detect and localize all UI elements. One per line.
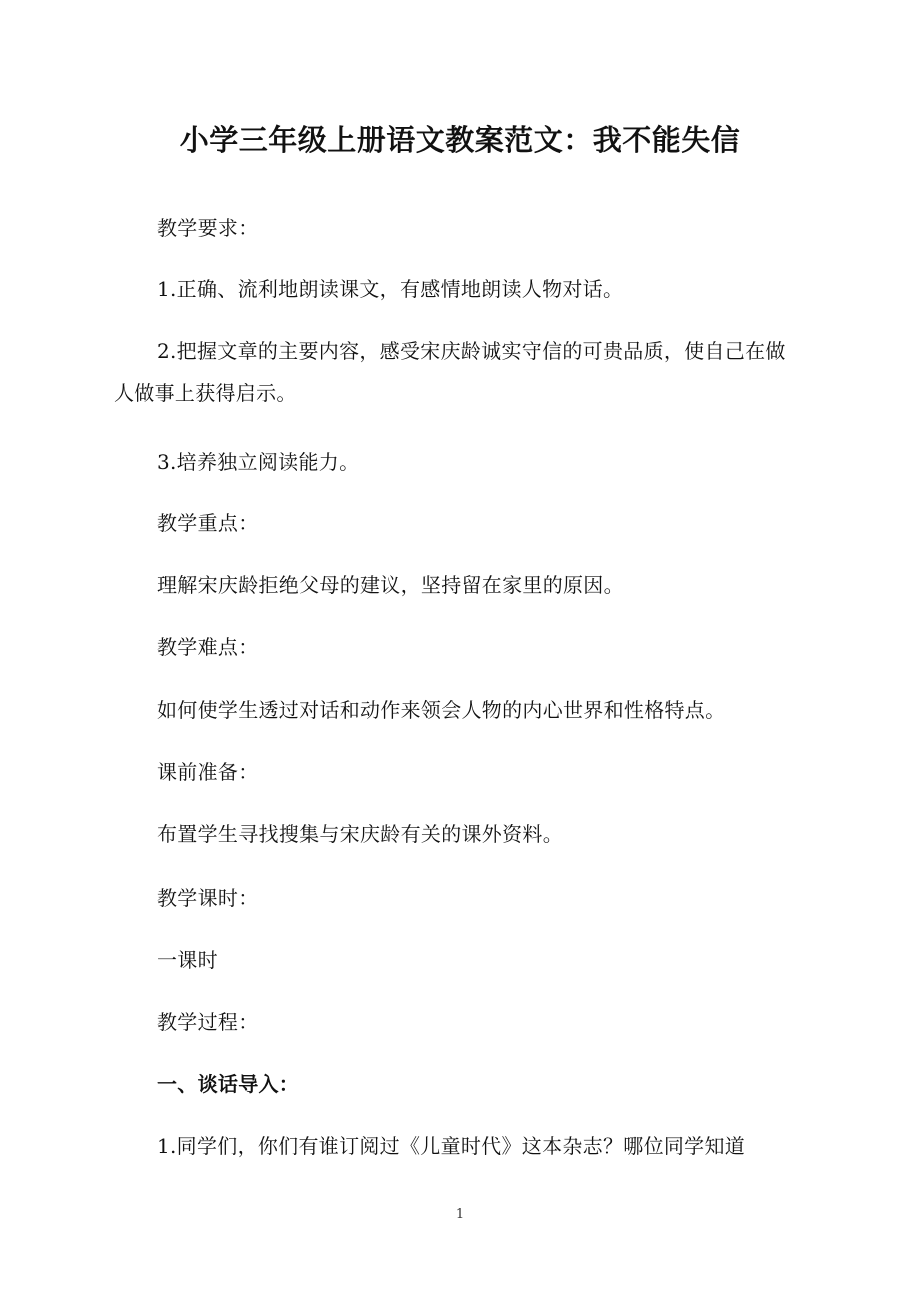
section-heading-introduction: 一、谈话导入： [157, 1072, 300, 1096]
paragraph-key-points: 理解宋庆龄拒绝父母的建议，坚持留在家里的原因。 [157, 573, 624, 597]
section-heading-process: 教学过程： [157, 1010, 259, 1034]
paragraph-preparation: 布置学生寻找搜集与宋庆龄有关的课外资料。 [157, 822, 563, 846]
paragraph-requirement-1: 1.正确、流利地朗读课文，有感情地朗读人物对话。 [157, 277, 624, 301]
paragraph-difficulties: 如何使学生透过对话和动作来领会人物的内心世界和性格特点。 [157, 698, 726, 722]
section-heading-requirements: 教学要求： [157, 216, 259, 240]
paragraph-introduction-1: 1.同学们，你们有谁订阅过《儿童时代》这本杂志？哪位同学知道 [157, 1134, 746, 1158]
paragraph-requirement-2: 2.把握文章的主要内容，感受宋庆龄诚实守信的可贵品质，使自己在做人做事上获得启示。 [114, 339, 786, 405]
paragraph-requirement-3: 3.培养独立阅读能力。 [157, 450, 360, 474]
section-heading-preparation: 课前准备： [157, 760, 259, 784]
section-heading-class-hours: 教学课时： [157, 886, 259, 910]
section-heading-difficulties: 教学难点： [157, 635, 259, 659]
section-heading-key-points: 教学重点： [157, 511, 259, 535]
paragraph-class-hours: 一课时 [157, 948, 218, 972]
page-number: 1 [455, 1207, 465, 1222]
document-title: 小学三年级上册语文教案范文：我不能失信 [179, 123, 741, 157]
